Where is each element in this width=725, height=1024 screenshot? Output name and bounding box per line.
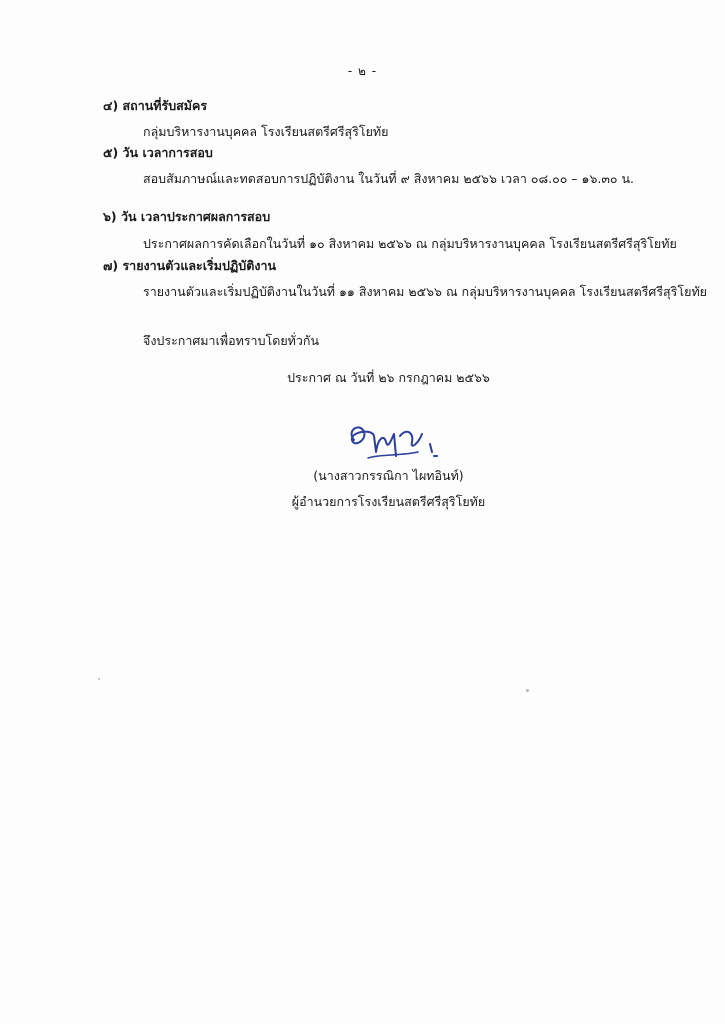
scan-speck	[526, 689, 529, 692]
closing-statement: จึงประกาศมาเพื่อทราบโดยทั่วกัน	[143, 333, 320, 348]
page-number: - ๒ -	[347, 64, 378, 78]
section-6-body: ประกาศผลการคัดเลือกในวันที่ ๑๐ สิงหาคม ๒๕๖๖ ณ กลุ่มบริหารงานบุคคล โรงเรียนสตรีศรีสุริโยทัย	[143, 236, 677, 251]
section-5-heading: ๕) วัน เวลาการสอบ	[103, 145, 213, 160]
section-4-heading: ๔) สถานที่รับสมัคร	[103, 98, 208, 113]
section-7-heading: ๗) รายงานตัวและเริ่มปฏิบัติงาน	[103, 258, 277, 273]
signer-title: ผู้อำนวยการโรงเรียนสตรีศรีสุริโยทัย	[291, 494, 486, 509]
section-5-body: สอบสัมภาษณ์และทดสอบการปฏิบัติงาน ในวันที่ ๙ สิงหาคม ๒๕๖๖ เวลา ๐๘.๐๐ – ๑๖.๓๐ น.	[143, 171, 635, 186]
signature-stroke	[352, 427, 437, 456]
section-4-body: กลุ่มบริหารงานบุคคล โรงเรียนสตรีศรีสุริโยทัย	[143, 124, 389, 139]
signature-image	[340, 418, 460, 468]
scan-speck	[98, 678, 100, 680]
announcement-date: ประกาศ ณ วันที่ ๒๖ กรกฎาคม ๒๕๖๖	[287, 370, 490, 385]
signature-underline	[368, 452, 418, 458]
section-7-body: รายงานตัวและเริ่มปฏิบัติงานในวันที่ ๑๑ สิงหาคม ๒๕๖๖ ณ กลุ่มบริหารงานบุคคล โรงเรียนสตรีศรีสุริโยทัย	[143, 284, 708, 299]
section-6-heading: ๖) วัน เวลาประกาศผลการสอบ	[103, 209, 271, 224]
signer-name: (นางสาวกรรณิกา ไผทอินท์)	[313, 468, 464, 483]
